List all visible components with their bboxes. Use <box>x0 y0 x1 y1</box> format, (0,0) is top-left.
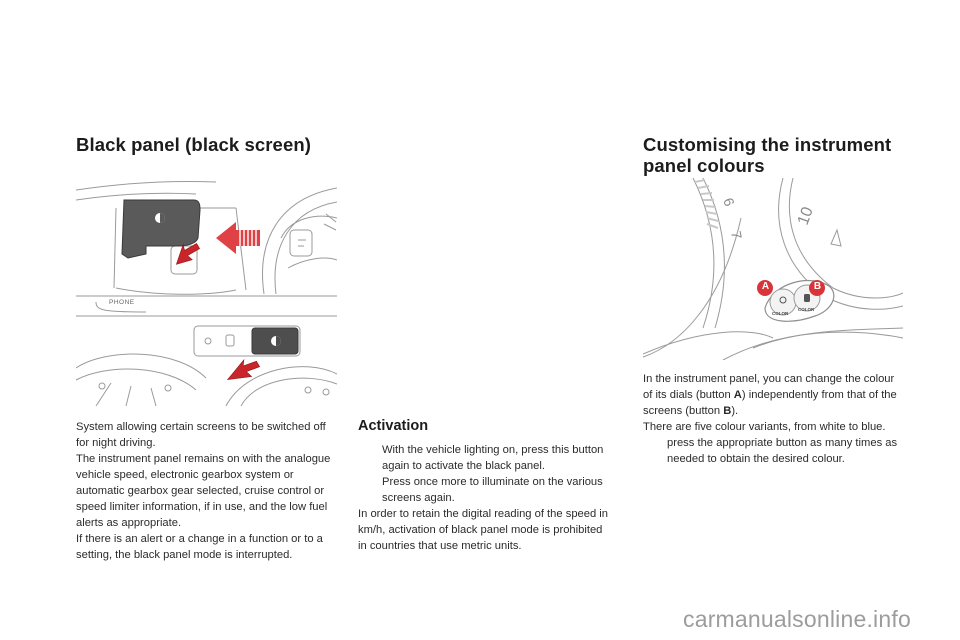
button-b-ref: B <box>723 405 732 417</box>
svg-text:7: 7 <box>728 229 746 241</box>
customising-text <box>643 371 905 467</box>
text-run: ). <box>731 405 739 417</box>
paragraph: The instrument panel remains on with the analogue vehicle speed, electronic gearbox system or automatic gearbox gear selected, cruise control or speed limiter information, if in use, and the low fuel alerts as appropriate. <box>76 453 331 529</box>
paragraph: There are five colour variants, from white to blue. <box>643 421 886 433</box>
button-b-label: B <box>813 281 822 292</box>
paragraph <box>643 371 905 419</box>
phone-label: PHONE <box>109 299 135 306</box>
watermark: carmanualsonline.info <box>683 606 911 632</box>
black-panel-title: Black panel (black screen) <box>76 134 311 155</box>
paragraph: In order to retain the digital reading of the speed in km/h, activation of black panel mode is prohibited in countries that use metric units. <box>358 508 609 552</box>
button-a-ref: A <box>733 389 742 401</box>
black-panel-illustration <box>76 178 337 406</box>
black-panel-figure <box>76 178 337 406</box>
button-a-label: A <box>761 281 770 292</box>
bullet-text: Press once more to illuminate on the various screens again. <box>382 476 603 504</box>
paragraph: System allowing certain screens to be switched off for night driving. <box>76 421 326 449</box>
svg-text:6: 6 <box>720 195 738 209</box>
color-label-b: COLOR <box>798 307 815 312</box>
text-run: In the instrument panel, you can change the colour of its dials (button <box>643 373 895 401</box>
list-item <box>358 442 614 474</box>
bullet-text: press the appropriate button as many times as needed to obtain the desired colour. <box>667 437 898 465</box>
black-panel-description <box>76 419 338 563</box>
text-run: ) independently from that of the screens (button <box>643 389 897 417</box>
instrument-illustration <box>643 178 903 360</box>
svg-text:10: 10 <box>794 204 817 228</box>
activation-text <box>358 442 614 554</box>
customising-title: Customising the instrument panel colours <box>643 134 892 176</box>
activation-heading: Activation <box>358 418 429 434</box>
list-item <box>643 435 905 467</box>
bullet-text: With the vehicle lighting on, press this button again to activate the black panel. <box>382 444 604 472</box>
paragraph: If there is an alert or a change in a function or to a setting, the black panel mode is interrupted. <box>76 533 323 561</box>
color-label-a: COLOR <box>772 311 789 316</box>
instrument-figure <box>643 178 903 360</box>
list-item <box>358 474 614 506</box>
